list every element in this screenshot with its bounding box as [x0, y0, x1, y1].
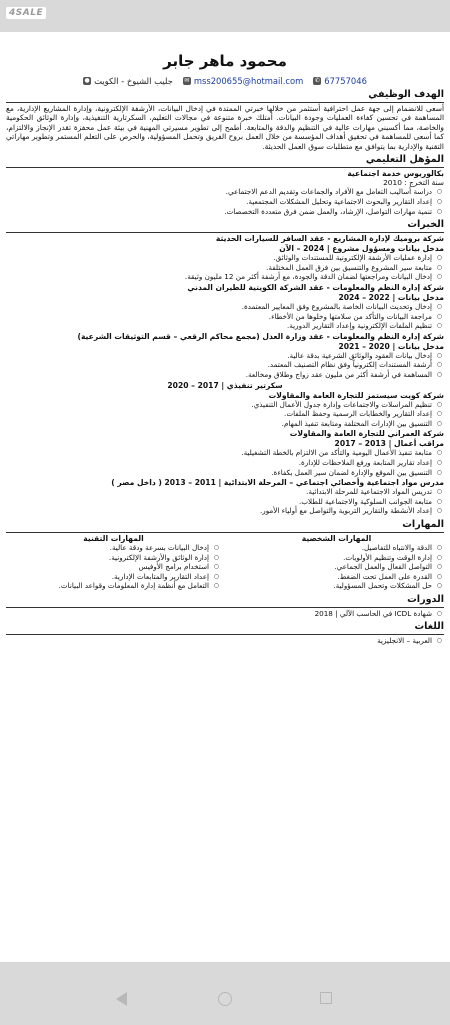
- list-item: ○ تدريس المواد الاجتماعية للمرحلة الابتدائية.: [6, 487, 432, 497]
- email-icon: ✉: [184, 77, 190, 84]
- job-company: شركة كويت سيستمز للتجارة العامة والمقاولات: [268, 390, 444, 400]
- list-item: ○ التنسيق بين الإدارات المختلفة ومتابعة تنفيذ المهام.: [6, 419, 432, 429]
- email-contact[interactable]: [183, 76, 303, 86]
- section-divider: [6, 167, 444, 168]
- resume-page: [0, 32, 450, 962]
- personal-skills: [229, 534, 444, 591]
- degree-title: بكالوريوس خدمة اجتماعية: [347, 169, 444, 179]
- job-role: مدخل بيانات | 2022 – 2024: [338, 293, 444, 302]
- technical-skills: [6, 534, 221, 591]
- list-item: ○ إعداد الأنشطة والتقارير التربوية والتواصل مع أولياء الأمور.: [6, 506, 432, 516]
- list-item: ○ متابعة الجوانب السلوكية والاجتماعية للطلاب.: [6, 497, 432, 507]
- home-icon[interactable]: [218, 992, 232, 1006]
- recent-apps-icon[interactable]: [320, 992, 332, 1004]
- list-item: ○ إعداد التقارير والخطابات الرسمية وحفظ الملفات.: [6, 409, 432, 419]
- technical-skills-title: المهارات التقنية: [83, 533, 144, 543]
- list-item: ○ الدقة والانتباه للتفاصيل.: [229, 543, 432, 553]
- list-item: ○ إدارة الوقت وتنظيم الأولويات.: [229, 553, 432, 563]
- phone-text: 67757046: [324, 76, 367, 86]
- list-item: ○ شهادة ICDL في الحاسب الآلي | 2018: [6, 609, 432, 619]
- skills-title: المهارات: [402, 518, 444, 530]
- job-role: مراقب أعمال | 2013 – 2017: [334, 439, 444, 449]
- list-item: ○ العربية – الانجليزية: [6, 636, 432, 646]
- list-item: ○ التواصل الفعال والعمل الجماعي.: [229, 562, 432, 572]
- list-item: ○ تنظيم المراسلات والاجتماعات وإدارة جدول الأعمال التنفيذي.: [6, 400, 432, 410]
- job-company: شركة إدارة النظم والمعلومات - عقد الشركة الكويتية للطيران المدني: [187, 283, 444, 292]
- job-entry: [6, 283, 444, 331]
- location-text: جليب الشيوخ - الكويت: [94, 76, 173, 86]
- list-item: ○ إدخال البيانات بسرعة ودقة عالية.: [6, 543, 209, 553]
- phone-contact[interactable]: [313, 76, 367, 86]
- list-item: ○ أرشفة المستندات إلكترونياً وفق نظام التصنيف المعتمد.: [6, 360, 432, 370]
- job-role: مدخل بيانات | 2020 – 2021: [338, 341, 444, 351]
- list-item: ○ المساهمة في أرشفة أكثر من مليون عقد زواج وطلاق ومخالعة.: [6, 370, 432, 380]
- list-item: ○ تنمية مهارات التواصل، الإرشاد، والعمل ضمن فرق متعددة التخصصات.: [6, 207, 432, 217]
- job-company: شركة العمراني للتجارة العامة والمقاولات: [289, 429, 444, 439]
- objective-text: أسعى للانضمام إلى جهة عمل احترافية أستثمر من خلالها خبرتي الممتدة في إدخال البيانات، الأرشفة الإلكترونية، وإدارة المشاريع الإدارية، مع المساهمة في تحسين كفاءة العمليات وجودة البيانات. أمتلك خبرة متنوعة في مجالات التعليم، السكرتارية التنفيذية، وإدارة الوثائق الحكومية والخاصة، مما أكسبني مهارات عالية في التنظيم والدقة والمتابعة. أطمح إلى تطوير مسيرتي المهنية في بيئة عمل محفزة تقدر الإنجاز والالتزام، كما أسعى للمساهمة في تحقيق أهداف المؤسسة من خلال العمل بروح الفريق وتحمل المسؤولية، والحرص على التعلم المستمر وتطوير مهاراتي التقنية والإدارية بما يتوافق مع متطلبات سوق العمل الحديثة.: [6, 104, 444, 151]
- section-divider: [6, 532, 444, 533]
- list-item: ○ متابعة سير المشروع والتنسيق بين فرق العمل المختلفة.: [6, 263, 432, 273]
- watermark-badge: 4SALE: [6, 7, 46, 19]
- job-role: مدخل بيانات ومسؤول مشروع | 2024 – الآن: [279, 244, 444, 254]
- section-divider: [6, 634, 444, 635]
- section-divider: [6, 102, 444, 103]
- job-entry: [6, 234, 444, 282]
- list-item: ○ إعداد التقارير والبحوث الاجتماعية وتحليل المشكلات المجتمعية.: [6, 197, 432, 207]
- skills-columns: [6, 534, 444, 591]
- email-text: mss200655@hotmail.com: [193, 76, 304, 86]
- list-item: ○ مراجعة البيانات والتأكد من سلامتها وخلوها من الأخطاء.: [6, 312, 432, 322]
- list-item: ○ استخدام برامج الأوفيس: [6, 562, 209, 572]
- location-contact: [83, 76, 173, 86]
- back-icon[interactable]: [116, 992, 127, 1006]
- list-item: ○ التنسيق بين الموقع والإدارة لضمان سير العمل بكفاءة.: [6, 468, 432, 478]
- list-item: ○ إدخال بيانات العقود والوثائق الشرعية بدقة عالية.: [6, 351, 432, 361]
- list-item: ○ التعامل مع أنظمة إدارة المعلومات وقواعد البيانات.: [6, 581, 209, 591]
- resume-document: [0, 52, 450, 646]
- list-item: ○ القدرة على العمل تحت الضغط.: [229, 572, 432, 582]
- list-item: ○ إدارة الوثائق والأرشفة الإلكترونية.: [6, 553, 209, 563]
- location-icon: ●: [84, 77, 90, 84]
- education-list: [6, 187, 444, 216]
- job-role: سكرتير تنفيذي | 2017 – 2020: [167, 380, 283, 390]
- list-item: ○ إدخال البيانات ومراجعتها لضمان الدقة والجودة، مع أرشفة أكثر من 12 مليون وثيقة.: [6, 272, 432, 282]
- system-navigation-bar: [0, 968, 450, 1025]
- personal-skills-title: المهارات الشخصية: [301, 533, 372, 543]
- list-item: ○ تنظيم الملفات الإلكترونية وإعداد التقارير الدورية.: [6, 321, 432, 331]
- phone-icon: ✆: [314, 77, 320, 84]
- list-item: ○ دراسة أساليب التعامل مع الأفراد والجماعات وتقديم الدعم الاجتماعي.: [6, 187, 432, 197]
- job-company: مدرس مواد اجتماعية وأخصائي اجتماعي – المرحلة الابتدائية | 2011 – 2013 ( داخل مصر ): [111, 478, 444, 488]
- languages-title: اللغات: [414, 621, 444, 633]
- job-entry: [6, 381, 444, 429]
- section-divider: [6, 232, 444, 233]
- courses-title: الدورات: [407, 593, 444, 605]
- job-company: شركة بروميك لإدارة المشاريع - عقد السافر للسيارات الحديثة: [215, 234, 444, 244]
- job-entry: [6, 429, 444, 477]
- contact-row: [6, 76, 444, 86]
- job-entry: [6, 332, 444, 380]
- list-item: ○ إدارة عمليات الأرشفة الإلكترونية للمستندات والوثائق.: [6, 253, 432, 263]
- education-title: المؤهل التعليمي: [365, 154, 444, 166]
- job-entry: [6, 478, 444, 516]
- objective-title: الهدف الوظيفي: [368, 89, 444, 100]
- list-item: ○ إعداد التقارير والمتابعات الإدارية.: [6, 572, 209, 582]
- candidate-name: محمود ماهر جابر: [163, 52, 287, 70]
- list-item: ○ متابعة تنفيذ الأعمال اليومية والتأكد من الالتزام بالخطة التشغيلية.: [6, 448, 432, 458]
- list-item: ○ إعداد تقارير المتابعة ورفع الملاحظات للإدارة.: [6, 458, 432, 468]
- graduation-year: سنة التخرج : 2010: [383, 178, 444, 188]
- section-divider: [6, 607, 444, 608]
- experience-title: الخبرات: [407, 219, 444, 231]
- job-company: شركة إدارة النظم والمعلومات - عقد وزارة العدل (مجمع محاكم الرقعي – قسم التوثيقات الشرعية): [77, 331, 444, 341]
- list-item: ○ حل المشكلات وتحمل المسؤولية.: [229, 581, 432, 591]
- list-item: ○ إدخال وتحديث البيانات الخاصة بالمشروع وفق المعايير المعتمدة.: [6, 302, 432, 312]
